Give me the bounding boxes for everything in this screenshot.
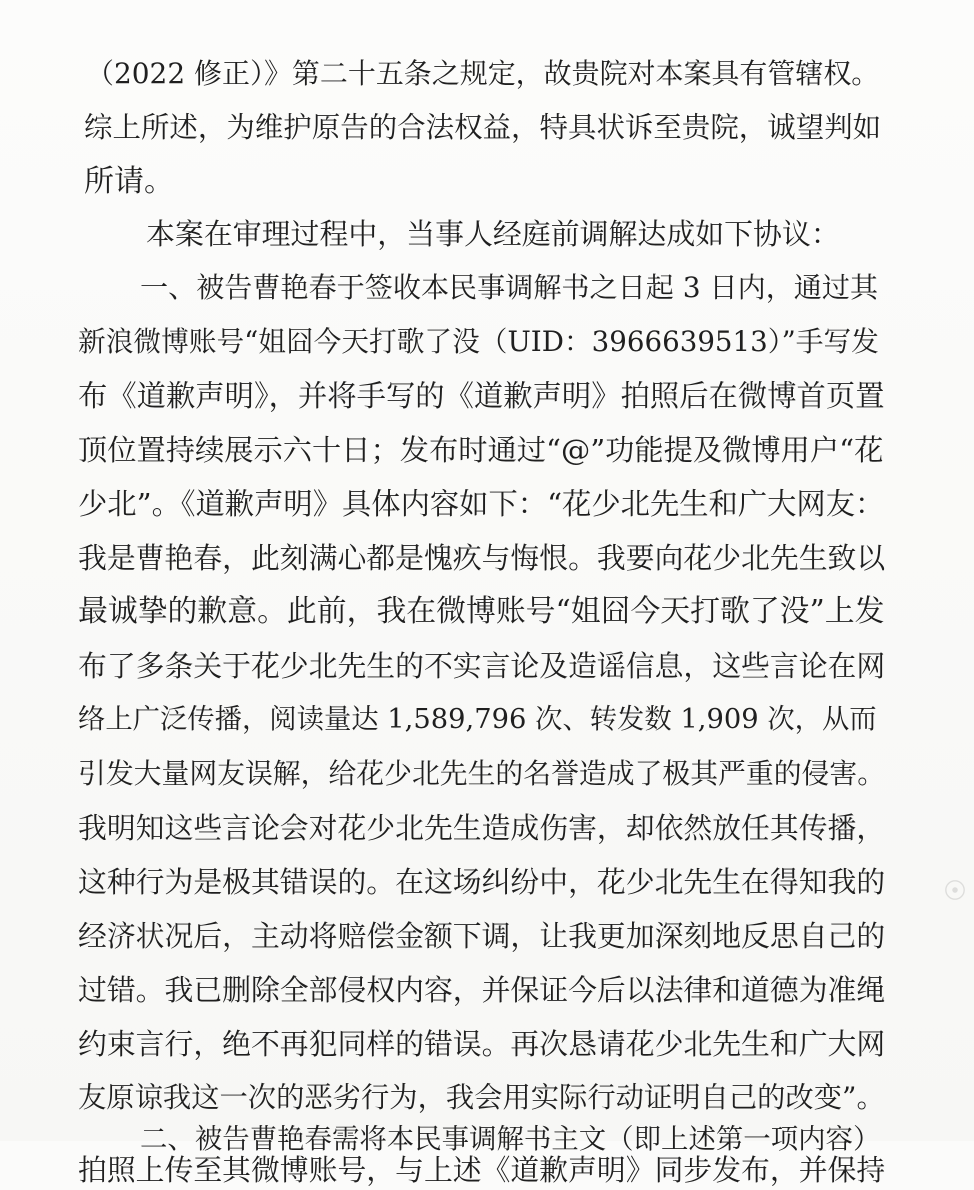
text-line-7: 布《道歉声明》，并将手写的《道歉声明》拍照后在微博首页置 xyxy=(78,379,885,413)
text-line-13: 络上广泛传播，阅读量达 1,589,796 次、转发数 1,909 次，从而 xyxy=(78,704,877,735)
text-line-1: （2022 修正）》第二十五条之规定，故贵院对本案具有管辖权。 xyxy=(86,57,880,90)
text-line-2: 综上所述，为维护原告的合法权益，特具状诉至贵院，诚望判如 xyxy=(84,111,882,144)
text-line-16: 这种行为是极其错误的。在这场纠纷中，花少北先生在得知我的 xyxy=(78,865,886,899)
text-line-18: 过错。我已删除全部侵权内容，并保证今后以法律和道德为准绳 xyxy=(78,973,886,1007)
text-line-12: 布了多条关于花少北先生的不实言论及造谣信息，这些言论在网 xyxy=(78,649,886,683)
text-line-4: 本案在审理过程中，当事人经庭前调解达成如下协议： xyxy=(146,217,840,251)
text-line-15: 我明知这些言论会对花少北先生造成伤害，却依然放任其传播， xyxy=(78,811,886,845)
text-line-5: 一、被告曹艳春于签收本民事调解书之日起 3 日内，通过其 xyxy=(140,271,879,304)
text-line-11: 最诚挚的歉意。此前，我在微博账号“姐囧今天打歌了没”上发 xyxy=(78,594,885,629)
watermark-icon xyxy=(944,879,966,901)
text-line-10: 我是曹艳春，此刻满心都是愧疚与悔恨。我要向花少北先生致以 xyxy=(78,541,886,575)
text-line-21: 二、被告曹艳春需将本民事调解书主文（即上述第一项内容） xyxy=(140,1124,881,1155)
text-line-20: 友原谅我这一次的恶劣行为，我会用实际行动证明自己的改变”。 xyxy=(78,1081,885,1114)
text-line-19: 约束言行，绝不再犯同样的错误。再次恳请花少北先生和广大网 xyxy=(78,1027,886,1061)
text-line-14: 引发大量网友误解，给花少北先生的名誉造成了极其严重的侵害。 xyxy=(78,757,886,790)
text-line-8: 顶位置持续展示六十日；发布时通过“@”功能提及微博用户“花 xyxy=(78,433,884,467)
text-line-22: 拍照上传至其微博账号，与上述《道歉声明》同步发布，并保持 xyxy=(78,1153,886,1187)
text-line-6: 新浪微博账号“姐囧今天打歌了没（UID：3966639513）”手写发 xyxy=(78,325,879,358)
text-line-17: 经济状况后，主动将赔偿金额下调，让我更加深刻地反思自己的 xyxy=(78,919,886,953)
text-line-3: 所请。 xyxy=(84,164,174,199)
text-line-9: 少北”。《道歉声明》具体内容如下：“花少北先生和广大网友： xyxy=(78,487,885,521)
